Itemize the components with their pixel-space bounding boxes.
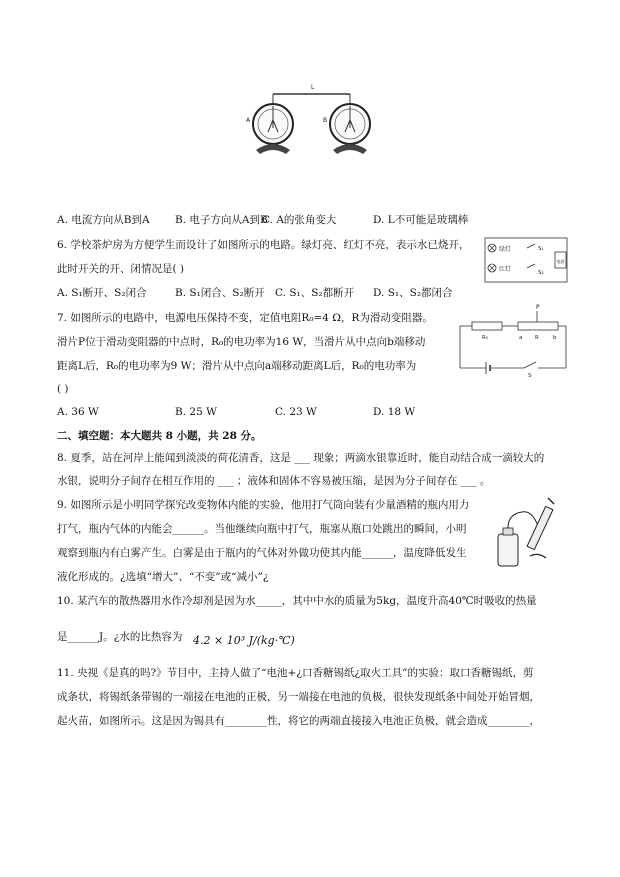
electroscope-a-label: A (246, 117, 251, 124)
q6-option-a: A. S₁断开、S₂闭合 (57, 287, 147, 299)
q6-s1-label: S₁ (538, 246, 544, 252)
section-2-heading: 二、填空题：本大题共 8 小题，共 28 分。 (57, 430, 262, 442)
q7-end-a-label: a (519, 335, 523, 341)
q7-option-d: D. 18 W (373, 406, 416, 418)
q6-green-lamp-label: 绿灯 (499, 246, 512, 253)
q9-line2: 打气，瓶内气体的内能会______。当他继续向瓶中打气，瓶塞从瓶口处跳出的瞬间，小明 (57, 523, 467, 535)
q10-line2a: 是______J。¿水的比热容为 (57, 631, 183, 643)
q7-slider-p-label: P (536, 304, 540, 311)
q6-option-d: D. S₁、S₂都闭合 (373, 287, 453, 299)
q5-option-d: D. L不可能是玻璃棒 (373, 214, 469, 226)
q8-line2: 水银，说明分子间存在相互作用的 ___ ；液体和固体不容易被压缩，是因为分子间存在 ___ 。 (57, 475, 491, 487)
q6-option-c: C. S₁、S₂都断开 (275, 287, 355, 299)
q7-circuit-figure (456, 302, 571, 378)
q7-r-label: R (535, 335, 539, 341)
q6-option-b: B. S₁闭合、S₂断开 (175, 287, 265, 299)
electroscope-figure (238, 80, 388, 180)
q8-line1: 8. 夏季，站在河岸上能闻到淡淡的荷花清香，这是 ___ 现象；两滴水银靠近时，能自动结合成一滴较大的 (57, 452, 545, 464)
q7-r0-label: R₀ (482, 335, 489, 341)
q7-end-b-label: b (553, 335, 557, 341)
q7-option-b: B. 25 W (175, 406, 217, 418)
q9-line1: 9. 如图所示是小明同学探究改变物体内能的实验，他用打气筒向装有少量酒精的瓶内用力 (57, 499, 470, 511)
q6-line1: 6. 学校茶炉房为方便学生而设计了如图所示的电路。绿灯亮、红灯不亮，表示水已烧开， (57, 239, 470, 251)
q7-line4: ( ) (57, 383, 69, 395)
q9-line4: 液化形成的。¿选填“增大”、“不变”或“减小”¿ (57, 571, 269, 583)
q11-line2: 成条状，将锡纸条带锡的一端接在电池的正极，另一端接在电池的负极，很快发现纸条中间处开始冒烟， (57, 691, 540, 703)
q10-line1: 10. 某汽车的散热器用水作冷却剂是因为水_____，其中中水的质量为5kg，温度升高40℃时吸收的热量 (57, 595, 537, 607)
q6-circuit-figure (483, 236, 571, 286)
q11-line3: 起火苗，如图所示。这是因为锡具有________性，将它的两端直接接入电池正负极，就会造成________， (57, 715, 540, 727)
electroscope-b-label: B (323, 117, 328, 124)
q6-source-label: 电源 (556, 259, 565, 264)
q10-specific-heat: 4.2 × 10³ J/(kg·℃) (193, 634, 295, 647)
q5-option-a: A. 电流方向从B到A (57, 214, 150, 226)
q6-red-lamp-label: 红灯 (499, 266, 512, 273)
q5-option-b: B. 电子方向从A到B (175, 214, 268, 226)
q6-line2: 此时开关的开、闭情况是( ) (57, 263, 185, 275)
q7-line2: 滑片P位于滑动变阻器的中点时，R₀的电功率为16 W，当滑片从中点向b端移动 (57, 336, 426, 348)
q11-line1: 11. 央视《是真的吗?》节目中，主持人做了“电池+¿口香糖锡纸¿取火工具”的实验：取口香糖锡纸，剪 (57, 667, 534, 679)
q7-switch-s-label: S (528, 373, 532, 379)
q5-option-c: C. A的张角变大 (262, 214, 337, 226)
q7-option-a: A. 36 W (57, 406, 99, 418)
q9-line3: 观察到瓶内有白雾产生。白雾是由于瓶内的气体对外做功使其内能______，温度降低发生 (57, 547, 467, 559)
q7-line3: 距离L后，R₀的电功率为9 W；滑片从中点向a端移动距离L后，R₀的电功率为 (57, 360, 417, 372)
q9-bottle-pump-figure (492, 496, 564, 572)
q6-s2-label: S₂ (538, 270, 544, 276)
rod-label: L (311, 84, 315, 91)
q7-line1: 7. 如图所示的电路中，电源电压保持不变，定值电阻R₀=4 Ω，R为滑动变阻器。 (57, 312, 433, 324)
q7-option-c: C. 23 W (275, 406, 317, 418)
